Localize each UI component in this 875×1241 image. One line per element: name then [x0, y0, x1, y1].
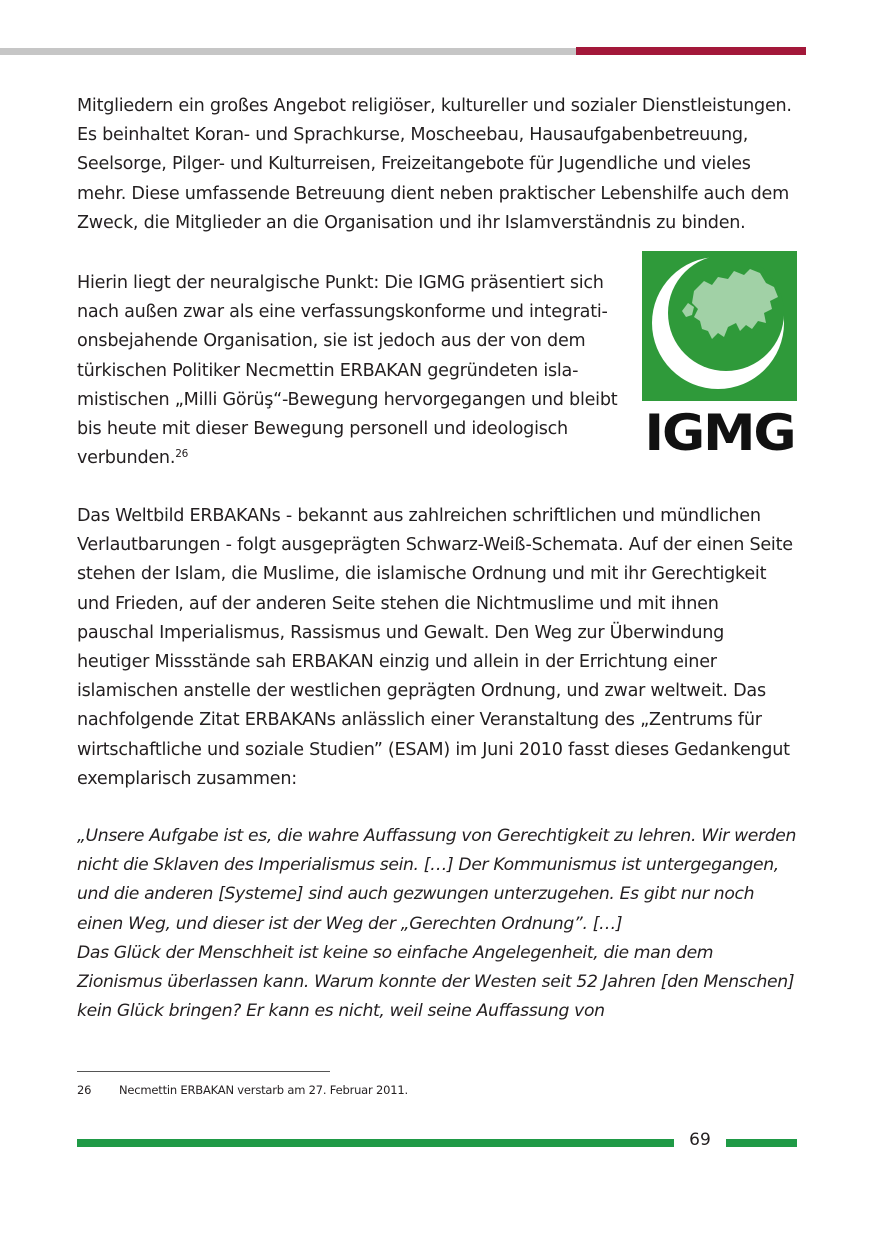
- page-number: 69: [689, 1130, 711, 1150]
- footnote-text: Necmettin ERBAKAN verstarb am 27. Februar 2011.: [119, 1083, 408, 1097]
- footnote: [77, 1083, 408, 1097]
- paragraph-igmg-origin-text: Hierin liegt der neuralgische Punkt: Die IGMG präsentiert sich nach außen zwar als eine verfassungskonforme und integrationsbejahende Organisation, sie ist jedoch aus der von dem türkischen Politiker Necmettin ERBAKAN gegründeten islamistischen „Milli Görüş“-Bewegung hervorgegangen und bleibt bis heute mit dieser Bewegung personell und ideologisch verbunden.: [77, 273, 618, 469]
- paragraph-services: Mitgliedern ein großes Angebot religiöser, kultureller und sozialer Dienstleistungen. Es beinhaltet Koran- und Sprachkurse, Moscheebau, Hausaufgabenbetreuung, Seelsorge, Pilger- und Kulturreisen, Freizeitangebote für Jugendliche und vieles mehr. Diese umfassende Betreuung dient neben praktischer Lebenshilfe auch dem Zweck, die Mitglieder an die Organisation und ihr Islamverständnis zu binden.: [77, 96, 792, 233]
- igmg-logo: [642, 251, 797, 456]
- logo-wordmark: IGMG: [644, 404, 795, 456]
- header-rule-gray: [0, 48, 576, 55]
- quote-erbakan: [77, 822, 797, 1026]
- header-rule-red: [576, 47, 806, 55]
- paragraph-erbakan-worldview: Das Weltbild ERBAKANs - bekannt aus zahlreichen schriftlichen und mündlichen Verlautbarungen - folgt ausgeprägten Schwarz-Weiß-Schemata. Auf der einen Seite stehen der Islam, die Muslime, die islamische Ordnung und mit ihr Gerechtigkeit und Frieden, auf der anderen Seite stehen die Nichtmuslime und mit ihnen pauschal Imperialismus, Rassismus und Gewalt. Den Weg zur Überwindung heutiger Missstände sah ERBAKAN einzig und allein in der Errichtung einer islamischen anstelle der westlichen geprägten Ordnung, und zwar weltweit. Das nachfolgende Zitat ERBAKANs anlässlich einer Veranstaltung des „Zentrums für wirtschaftliche und soziale Studien” (ESAM) im Juni 2010 fasst dieses Gedankengut exemplarisch zusammen:: [77, 506, 793, 789]
- quote-part-2: Das Glück der Menschheit ist keine so einfache Angelegenheit, die man dem Zionismus überlassen kann. Warum konnte der Westen seit 52 Jahren [den Menschen] kein Glück bringen? Er kann es nicht, weil seine Auffassung von: [77, 942, 795, 1022]
- paragraph-igmg-origin: [77, 269, 637, 473]
- footnote-reference[interactable]: 26: [175, 448, 189, 461]
- footnote-number: 26: [77, 1083, 92, 1097]
- footnote-separator: [77, 1071, 330, 1072]
- footer-rule-left: [77, 1139, 674, 1147]
- quote-part-1: „Unsere Aufgabe ist es, die wahre Auffassung von Gerechtigkeit zu lehren. Wir werden nicht die Sklaven des Imperialismus sein. […] Der Kommunismus ist untergegangen, und die anderen [Systeme] sind auch gezwungen unterzugehen. Es gibt nur noch einen Weg, und dieser ist der Weg der „Gerechten Ordnung”. […]: [77, 826, 797, 934]
- footer-rule-right: [726, 1139, 797, 1147]
